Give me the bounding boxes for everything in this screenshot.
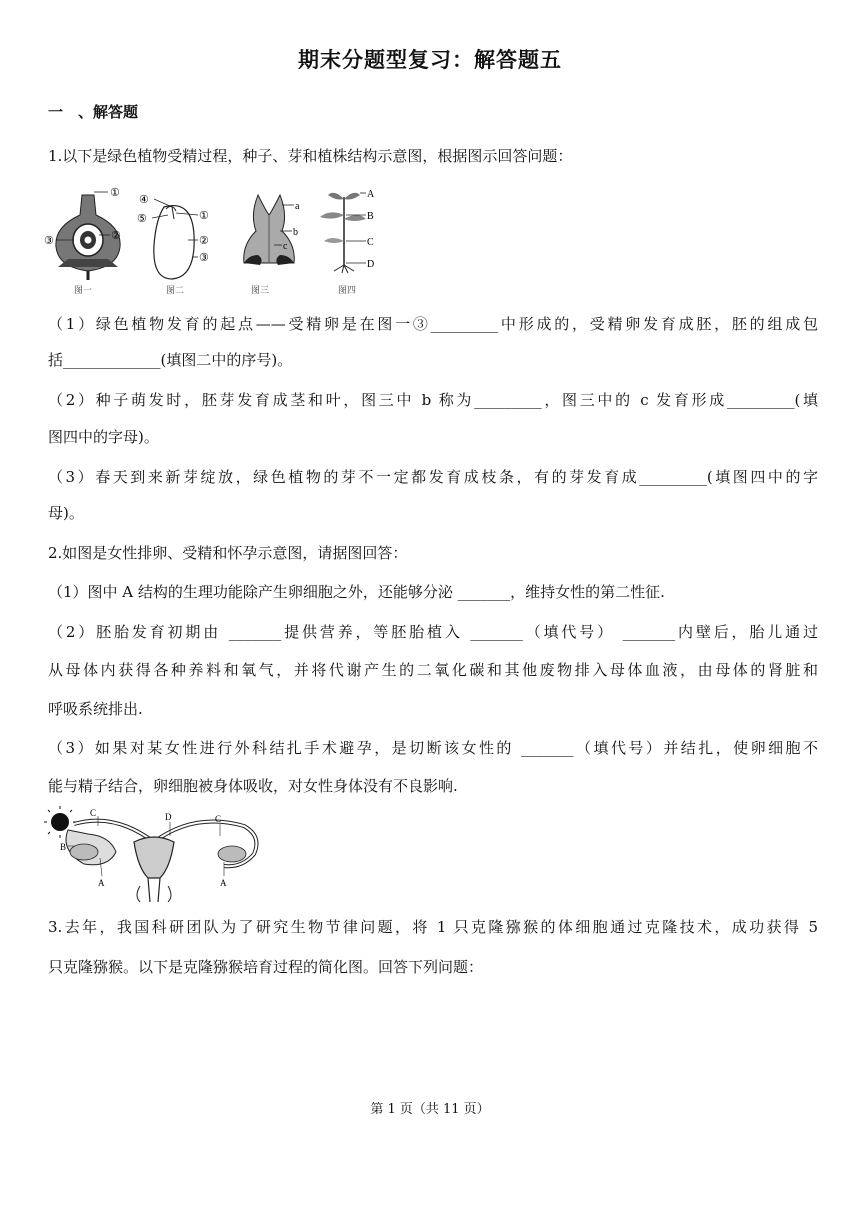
q1-part2-line2: 图四中的字母)。 [48,428,159,446]
fig5-label-D: D [165,812,172,822]
q3-line2: 只克隆猕猴。以下是克隆猕猴培育过程的简化图。回答下列问题： [48,958,484,976]
fig2-label-3: ③ [199,252,209,264]
fig5-label-A-right: A [220,878,227,888]
page-footer: 第 1 页（共 11 页） [370,1102,490,1117]
fig4-label-C: C [367,237,374,248]
fig1-label-1: ① [110,187,120,199]
q2-part2-line2: 从母体内获得各种养料和氧气，并将代谢产生的二氧化碳和其他废物排入母体血液，由母体的肾脏和 [48,661,818,679]
fig3-caption: 图三 [251,285,270,295]
fig1-label-2: ② [111,230,121,242]
q1-intro: 1.以下是绿色植物受精过程，种子、芽和植株结构示意图，根据图示回答问题： [48,147,573,165]
fig5-label-A-left: A [98,878,105,888]
fig2-label-2: ② [199,235,209,247]
q1-part1-line2: 括_____________(填图二中的序号)。 [48,351,293,369]
q1-part1-line1: （1）绿色植物发育的起点——受精卵是在图一③_________中形成的，受精卵发育成胚，胚的组成包 [48,315,818,333]
fig2-caption: 图二 [166,285,185,295]
female-reproductive-figure [44,806,264,904]
plant-diagram [320,193,366,273]
fig1-caption: 图一 [74,285,93,295]
q2-part3-line2: 能与精子结合，卵细胞被身体吸收，对女性身体没有不良影响. [48,777,458,795]
fig4-label-D: D [367,259,375,270]
q1-part3-line2: 母)。 [48,504,84,522]
fig5-label-C-left: C [90,808,97,818]
section-heading: 一 、解答题 [48,103,139,121]
plant-structure-figure [44,185,375,297]
fig4-caption: 图四 [338,285,357,295]
q2-part2-line1: （2）胚胎发育初期由 _______提供营养，等胚胎植入 _______（填代号） _______内壁后，胎儿通过 [48,623,818,641]
q2-part2-line3: 呼吸系统排出. [48,700,143,718]
fig5-label-B: B [60,842,67,852]
q3-line1: 3.去年，我国科研团队为了研究生物节律问题，将 1 只克隆猕猴的体细胞通过克隆技术，成功获得 5 [48,918,818,936]
q1-part2-line1: （2）种子萌发时，胚芽发育成茎和叶，图三中 b 称为_________，图三中的 c 发育形成_________(填 [48,391,818,409]
page-title: 期末分题型复习：解答题五 [298,48,562,72]
fig4-label-B: B [367,211,374,222]
q1-part3-line1: （3）春天到来新芽绽放，绿色植物的芽不一定都发育成枝条，有的芽发育成_________(填图四中的字 [48,468,818,486]
seed-diagram [152,199,198,279]
fig3-label-b: b [293,227,298,238]
q2-intro: 2.如图是女性排卵、受精和怀孕示意图，请据图回答： [48,544,408,562]
fig3-label-c: c [283,241,288,252]
fig4-label-A: A [367,189,375,200]
q2-part3-line1: （3）如果对某女性进行外科结扎手术避孕，是切断该女性的 _______（填代号）并结扎，使卵细胞不 [48,739,818,757]
q2-part1: （1）图中 A 结构的生理功能除产生卵细胞之外，还能够分泌 _______，维持女性的第二性征. [48,583,665,601]
fig5-label-C-right: C [215,814,222,824]
fig2-label-5: ⑤ [137,213,147,225]
fig1-label-3: ③ [44,235,54,247]
fig2-label-1: ① [199,210,209,222]
fig2-label-4: ④ [139,194,149,206]
bud-diagram [244,195,295,265]
fig3-label-a: a [295,201,300,212]
